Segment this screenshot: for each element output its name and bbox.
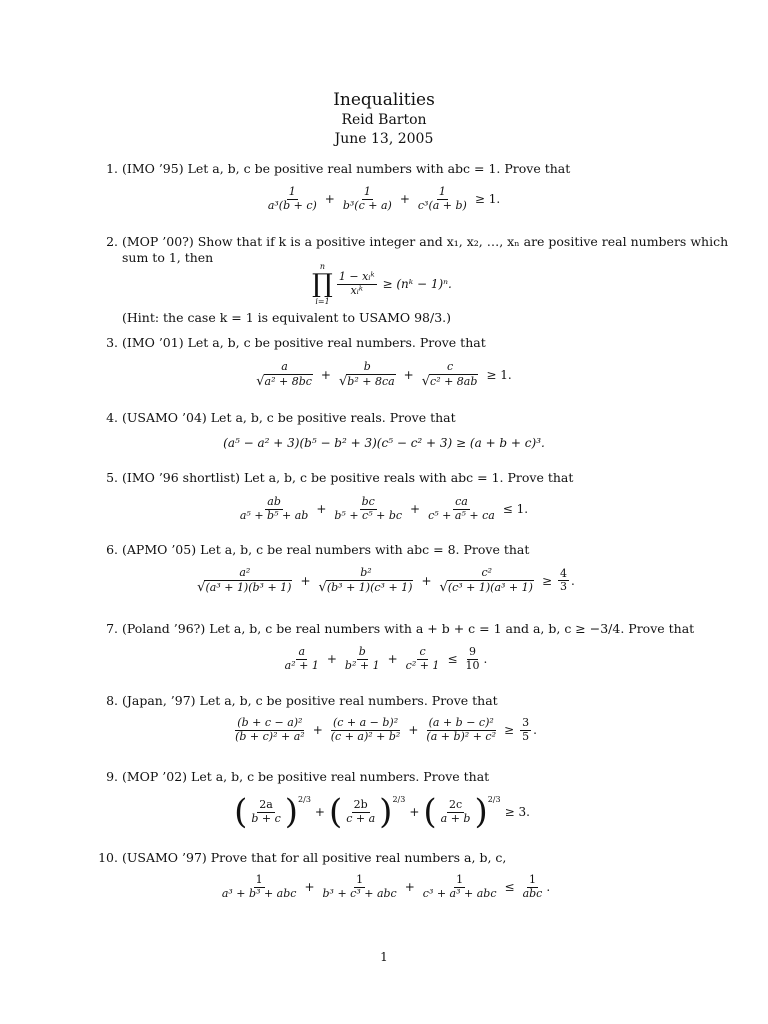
equation-3: $\frac{a}{\text{√a² + 8bc}}$ + $\frac{b}{\text{√b² + 8ca}}$ + $\frac{c}{\text{√c² + 8ab}}$ ≥ 1.: [256, 360, 512, 389]
problem-statement: (Japan, ’97) Let a, b, c be positive real numbers. Prove that: [122, 693, 498, 708]
problem-number: 9.: [106, 769, 118, 784]
fraction: $\frac{1}{\text{a³(b + c)}}$: [267, 185, 317, 212]
fraction: $\frac{2b}{c + a}$: [346, 797, 376, 825]
equation-1: $\frac{1}{\text{a³(b + c)}}$ + $\frac{1}{\text{b³(c + a)}}$ + $\frac{1}{\text{c³(a + b)}}$ ≥ 1.: [267, 185, 501, 212]
problem-statement: (MOP ’02) Let a, b, c be positive real numbers. Prove that: [122, 769, 490, 784]
equation-8: $\frac{\text{(b + c − a)²}}{\text{(b + c)² + a²}}$ + $\frac{\text{(c + a − b)²}}{\text{(c + a)² + b²}}$ + $\frac{\text{(a + b − c)²}}{\text{(a + b)² + c²}}$ ≥ $\frac{3}{5}$ .: [235, 716, 537, 743]
fraction: $\frac{c}{\text{√c² + 8ab}}$: [421, 360, 478, 389]
problem-number: 2.: [106, 234, 118, 249]
document-date: June 13, 2005: [334, 131, 434, 147]
fraction: $\frac{\text{c²}}{\text{√(c³ + 1)(a³ + 1)}}$: [439, 566, 533, 595]
fraction: $\frac{bc}{\text{b⁵ + c⁵ + bc}}$: [334, 495, 403, 522]
fraction: $\frac{a}{\text{√a² + 8bc}}$: [256, 360, 312, 389]
problem-number: 7.: [106, 621, 118, 636]
problem-statement: (IMO ’95) Let a, b, c be positive real numbers with abc = 1. Prove that: [122, 161, 571, 176]
problem-number: 4.: [106, 410, 118, 425]
page-number: 1: [380, 950, 388, 964]
fraction: $\frac{1}{\text{abc}}$: [522, 873, 543, 900]
fraction: $\frac{\text{(c + a − b)²}}{\text{(c + a)² + b²}}$: [330, 716, 401, 743]
problem-statement: (IMO ’01) Let a, b, c be positive real numbers. Prove that: [122, 335, 486, 350]
problem-statement: (MOP ’00?) Show that if k is a positive integer and x₁, x₂, …, xₙ are positive real numbers which: [122, 234, 729, 249]
problem-number: 10.: [98, 850, 118, 865]
fraction: $\frac{4}{3}$: [560, 566, 567, 594]
problem-hint: (Hint: the case k = 1 is equivalent to USAMO 98/3.): [122, 310, 452, 325]
problem-statement: (USAMO ’97) Prove that for all positive real numbers a, b, c,: [122, 850, 507, 865]
document-author: Reid Barton: [341, 112, 427, 128]
equation-6: $\frac{\text{a²}}{\text{√(a³ + 1)(b³ + 1)}}$ + $\frac{\text{b²}}{\text{√(b³ + 1)(c³ + 1)}}$ + $\frac{\text{c²}}{\text{√(c³ + 1)(a³ + 1)}}$ ≥ $\frac{4}{3}$ .: [197, 566, 575, 595]
problem-number: 6.: [106, 542, 118, 557]
fraction: $\frac{2c}{a + b}$: [440, 797, 471, 825]
fraction: $\frac{1}{\text{c³ + a³ + abc}}$: [422, 873, 497, 900]
fraction: $\frac{1}{\text{c³(a + b)}}$: [417, 185, 467, 212]
fraction: $\frac{1}{\text{b³(c + a)}}$: [342, 185, 392, 212]
fraction: $\frac{\text{(b + c − a)²}}{\text{(b + c)² + a²}}$: [235, 716, 305, 743]
fraction: $\frac{ca}{\text{c⁵ + a⁵ + ca}}$: [428, 495, 495, 522]
fraction: $\frac{2a}{b + c}$: [251, 797, 281, 825]
equation-10: $\frac{1}{\text{a³ + b³ + abc}}$ + $\frac{1}{\text{b³ + c³ + abc}}$ + $\frac{1}{\text{c³ + a³ + abc}}$ ≤ $\frac{1}{\text{abc}}$ .: [221, 873, 551, 900]
fraction: $\frac{1}{\text{a³ + b³ + abc}}$: [221, 873, 297, 900]
equation-5: $\frac{ab}{\text{a⁵ + b⁵ + ab}}$ + $\frac{bc}{\text{b⁵ + c⁵ + bc}}$ + $\frac{ca}{\text{c⁵ + a⁵ + ca}}$ ≤ 1.: [239, 495, 529, 522]
fraction: $\frac{\text{a²}}{\text{√(a³ + 1)(b³ + 1)}}$: [197, 566, 292, 595]
fraction: $\frac{b}{\text{√b² + 8ca}}$: [338, 360, 395, 389]
fraction: $\frac{\text{(a + b − c)²}}{\text{(a + b)² + c²}}$: [426, 716, 496, 743]
equation-9: ( $\frac{2a}{b + c}$ ) $^{2/3}$ + ( $\frac{2b}{c + a}$ ) $^{2/3}$ + ( $\frac{2c}{a + b}$ ) $^{2/3}$ ≥ 3.: [234, 792, 530, 832]
equation-7: $\frac{a}{\text{a² + 1}}$ + $\frac{b}{\text{b² + 1}}$ + $\frac{c}{\text{c² + 1}}$ ≤ $\frac{9}{10}$ .: [284, 645, 488, 672]
problem-number: 3.: [106, 335, 118, 350]
fraction: $\frac{ab}{\text{a⁵ + b⁵ + ab}}$: [239, 495, 309, 522]
fraction: $\frac{b}{\text{b² + 1}}$: [344, 645, 380, 672]
problem-statement: (APMO ’05) Let a, b, c be real numbers with abc = 8. Prove that: [122, 542, 530, 557]
equation-2: n ∏ i=1 $\frac{\text{1 − xᵢᵏ}}{\text{xᵢᵏ}}$ ≥ (nᵏ − 1)ⁿ.: [312, 262, 452, 306]
problem-statement: (USAMO ’04) Let a, b, c be positive reals. Prove that: [122, 410, 456, 425]
problem-statement: (Poland ’96?) Let a, b, c be real numbers with a + b + c = 1 and a, b, c ≥ −3/4. Prove that: [122, 621, 695, 636]
problem-number: 8.: [106, 693, 118, 708]
fraction: $\frac{\text{b²}}{\text{√(b³ + 1)(c³ + 1)}}$: [318, 566, 413, 595]
fraction: $\frac{1}{\text{b³ + c³ + abc}}$: [322, 873, 397, 900]
equation-4: (a⁵ − a² + 3)(b⁵ − b² + 3)(c⁵ − c² + 3) ≥ (a + b + c)³.: [223, 436, 545, 450]
fraction: $\frac{\text{1 − xᵢᵏ}}{\text{xᵢᵏ}}$: [338, 269, 375, 297]
product-symbol: n ∏ i=1: [312, 262, 333, 306]
problem-statement: (IMO ’96 shortlist) Let a, b, c be positive reals with abc = 1. Prove that: [122, 470, 574, 485]
fraction: $\frac{c}{\text{c² + 1}}$: [405, 645, 440, 672]
problem-number: 5.: [106, 470, 118, 485]
problem-statement-continued: sum to 1, then: [122, 250, 214, 265]
fraction: $\frac{9}{10}$: [465, 645, 480, 672]
document-title: Inequalities: [333, 90, 435, 110]
problem-number: 1.: [106, 161, 118, 176]
fraction: $\frac{3}{5}$: [522, 716, 530, 743]
fraction: $\frac{a}{\text{a² + 1}}$: [284, 645, 319, 672]
